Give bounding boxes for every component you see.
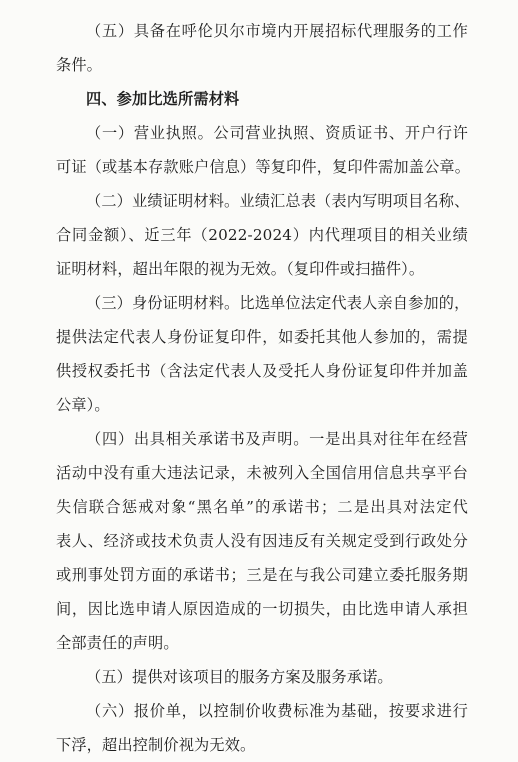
item-4-line-7: 全部责任的声明。: [56, 634, 179, 652]
item-3-line-2: 提供法定代表人身份证复印件，如委托其他人参加的，需提: [56, 328, 468, 346]
item-1-line-2: 可证（或基本存款账户信息）等复印件，复印件需加盖公章。: [56, 158, 471, 176]
item-4-line-4: 表人、经济或技术负责人没有因违反有关规定受到行政处分: [56, 532, 468, 550]
item-3-line-1: （三）身份证明材料。比选单位法定代表人亲自参加的，: [86, 294, 470, 312]
item-4-line-6: 间，因比选申请人原因造成的一切损失，由比选申请人承担: [56, 600, 468, 618]
item-5-line-1: （五）提供对该项目的服务方案及服务承诺。: [86, 668, 393, 686]
paragraph-5-line-1: （五）具备在呼伦贝尔市境内开展招标代理服务的工作: [86, 22, 468, 40]
section-heading-4: 四、参加比选所需材料: [86, 90, 240, 108]
item-4-line-2: 活动中没有重大违法记录，未被列入全国信用信息共享平台: [56, 464, 468, 482]
item-6-line-1: （六）报价单，以控制价收费标准为基础，按要求进行: [86, 702, 468, 720]
item-4-line-5: 或刑事处罚方面的承诺书；三是在与我公司建立委托服务期: [56, 566, 468, 584]
item-4-line-1: （四）出具相关承诺书及声明。一是出具对往年在经营: [86, 430, 468, 448]
item-3-line-3: 供授权委托书（含法定代表人及受托人身份证复印件并加盖: [56, 362, 468, 380]
item-3-line-4: 公章）。: [56, 396, 110, 414]
paragraph-5-line-2: 条件。: [56, 56, 103, 74]
item-1-line-1: （一）营业执照。公司营业执照、资质证书、开户行许: [86, 124, 468, 142]
item-2-line-1: （二）业绩证明材料。业绩汇总表（表内写明项目名称、: [86, 192, 470, 210]
item-4-line-3: 失信联合惩戒对象“黑名单”的承诺书；二是出具对法定代: [56, 498, 468, 516]
item-2-line-2: 合同金额）、近三年（2022-2024）内代理项目的相关业绩: [56, 226, 468, 244]
item-2-line-3: 证明材料，超出年限的视为无效。（复印件或扫描件）。: [56, 260, 425, 278]
item-6-line-2: 下浮，超出控制价视为无效。: [56, 736, 256, 754]
